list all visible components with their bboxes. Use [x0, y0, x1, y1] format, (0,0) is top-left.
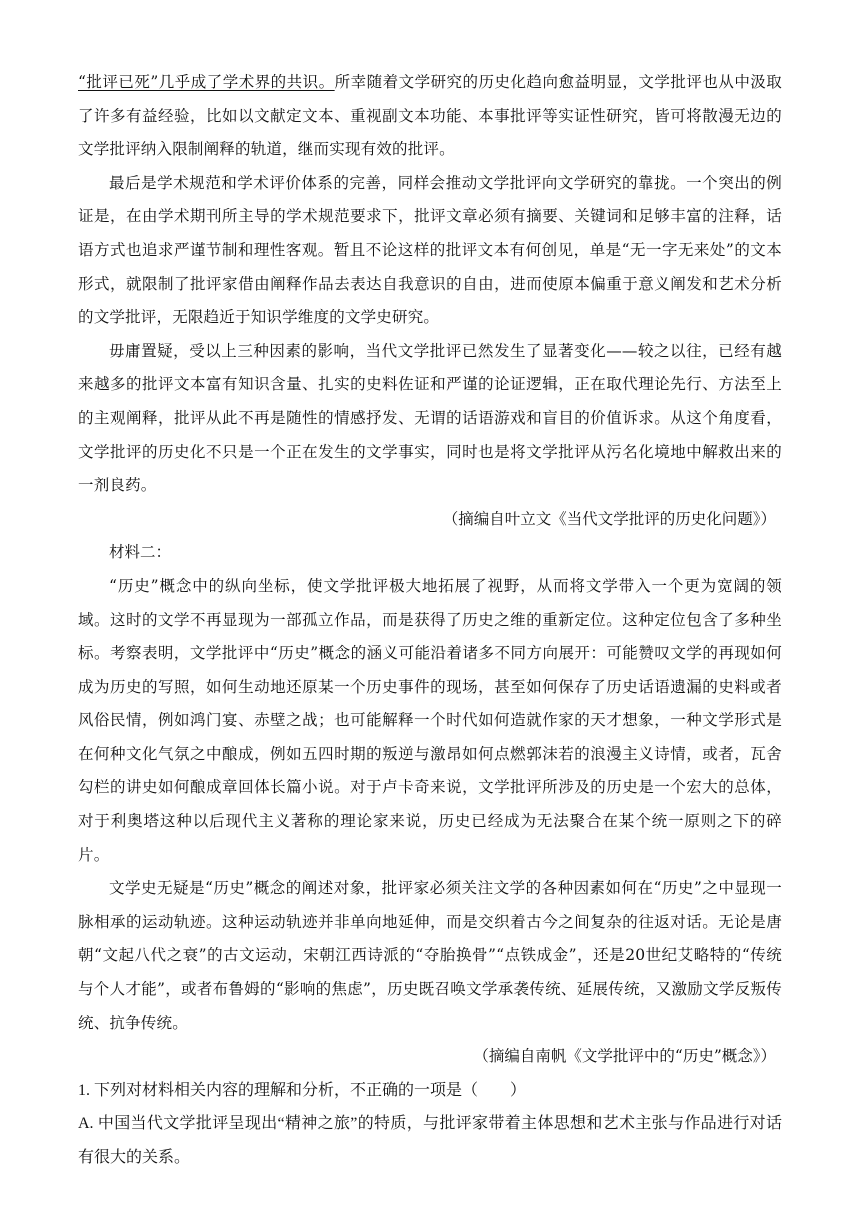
- exam-page: [78, 66, 782, 1175]
- paragraph-5: 文学史无疑是“历史”概念的阐述对象，批评家必须关注文学的各种因素如何在“历史”之中显现一脉相承的运动轨迹。这种运动轨迹并非单向地延伸，而是交织着古今之间复杂的往返对话。无论是唐朝“文起八代之衰”的古文运动，宋朝江西诗派的“夺胎换骨”“点铁成金”，还是20世纪艾略特的“传统与个人才能”，或者布鲁姆的“影响的焦虑”，历史既召唤文学承袭传统、延展传统，又激励文学反叛传统、抗争传统。: [78, 879, 782, 1032]
- paragraph-2: 最后是学术规范和学术评价体系的完善，同样会推动文学批评向文学研究的靠拢。一个突出的例证是，在由学术期刊所主导的学术规范要求下，批评文章必须有摘要、关键词和足够丰富的注释，话语方式也追求严谨节制和理性客观。暂且不论这样的批评文本有何创见，单是“无一字无来处”的文本形式，就限制了批评家借由阐释作品去表达自我意识的自由，进而使原本偏重于意义阐发和艺术分析的文学批评，无限趋近于知识学维度的文学史研究。: [78, 173, 782, 327]
- paragraph-1: [78, 66, 782, 167]
- paragraph-1-text: 所幸随着文学研究的历史化趋向愈益明显，文学批评也从中汲取了许多有益经验，比如以文献定文本、重视副文本功能、本事批评等实证性研究，皆可将散漫无边的文学批评纳入限制阐释的轨道，继而实现有效的批评。: [78, 73, 782, 159]
- paragraph-3: 毋庸置疑，受以上三种因素的影响，当代文学批评已然发生了显著变化——较之以往，已经有越来越多的批评文本富有知识含量、扎实的史料佐证和严谨的论证逻辑，正在取代理论先行、方法至上的主观阐释，批评从此不再是随性的情感抒发、无谓的话语游戏和盲目的价值诉求。从这个角度看，文学批评的历史化不只是一个正在发生的文学事实，同时也是将文学批评从污名化境地中解救出来的一剂良药。: [78, 341, 782, 495]
- option-a: A. 中国当代文学批评呈现出“精神之旅”的特质，与批评家带着主体思想和艺术主张与作品进行对话有很大的关系。: [78, 1115, 782, 1166]
- material-2-label: 材料二：: [109, 543, 172, 562]
- source-citation-1: （摘编自叶立文《当代文学批评的历史化问题》）: [442, 509, 776, 528]
- question-stem: 1. 下列对材料相关内容的理解和分析，不正确的一项是（ ）: [78, 1081, 527, 1099]
- paragraph-4: “历史”概念中的纵向坐标，使文学批评极大地拓展了视野，从而将文学带入一个更为宽阔的领域。这时的文学不再显现为一部孤立作品，而是获得了历史之维的重新定位。这种定位包含了多种坐标。考察表明，文学批评中“历史”概念的涵义可能沿着诸多不同方向展开：可能赞叹文学的再现如何成为历史的写照，如何生动地还原某一个历史事件的现场，甚至如何保存了历史话语遗漏的史料或者风俗民情，例如鸿门宴、赤壁之战；也可能解释一个时代如何造就作家的天才想象，一种文学形式是在何种文化气氛之中酿成，例如五四时期的叛逆与激昂如何点燃郭沫若的浪漫主义诗情，或者，瓦舍勾栏的讲史如何酿成章回体长篇小说。对于卢卡奇来说，文学批评所涉及的历史是一个宏大的总体，对于利奥塔这种以后现代主义著称的理论家来说，历史已经成为无法聚合在某个统一原则之下的碎片。: [78, 576, 782, 864]
- source-citation-2: （摘编自南帆《文学批评中的“历史”概念》）: [473, 1047, 776, 1066]
- underlined-sentence: “批评已死”几乎成了学术界的共识。: [78, 73, 335, 91]
